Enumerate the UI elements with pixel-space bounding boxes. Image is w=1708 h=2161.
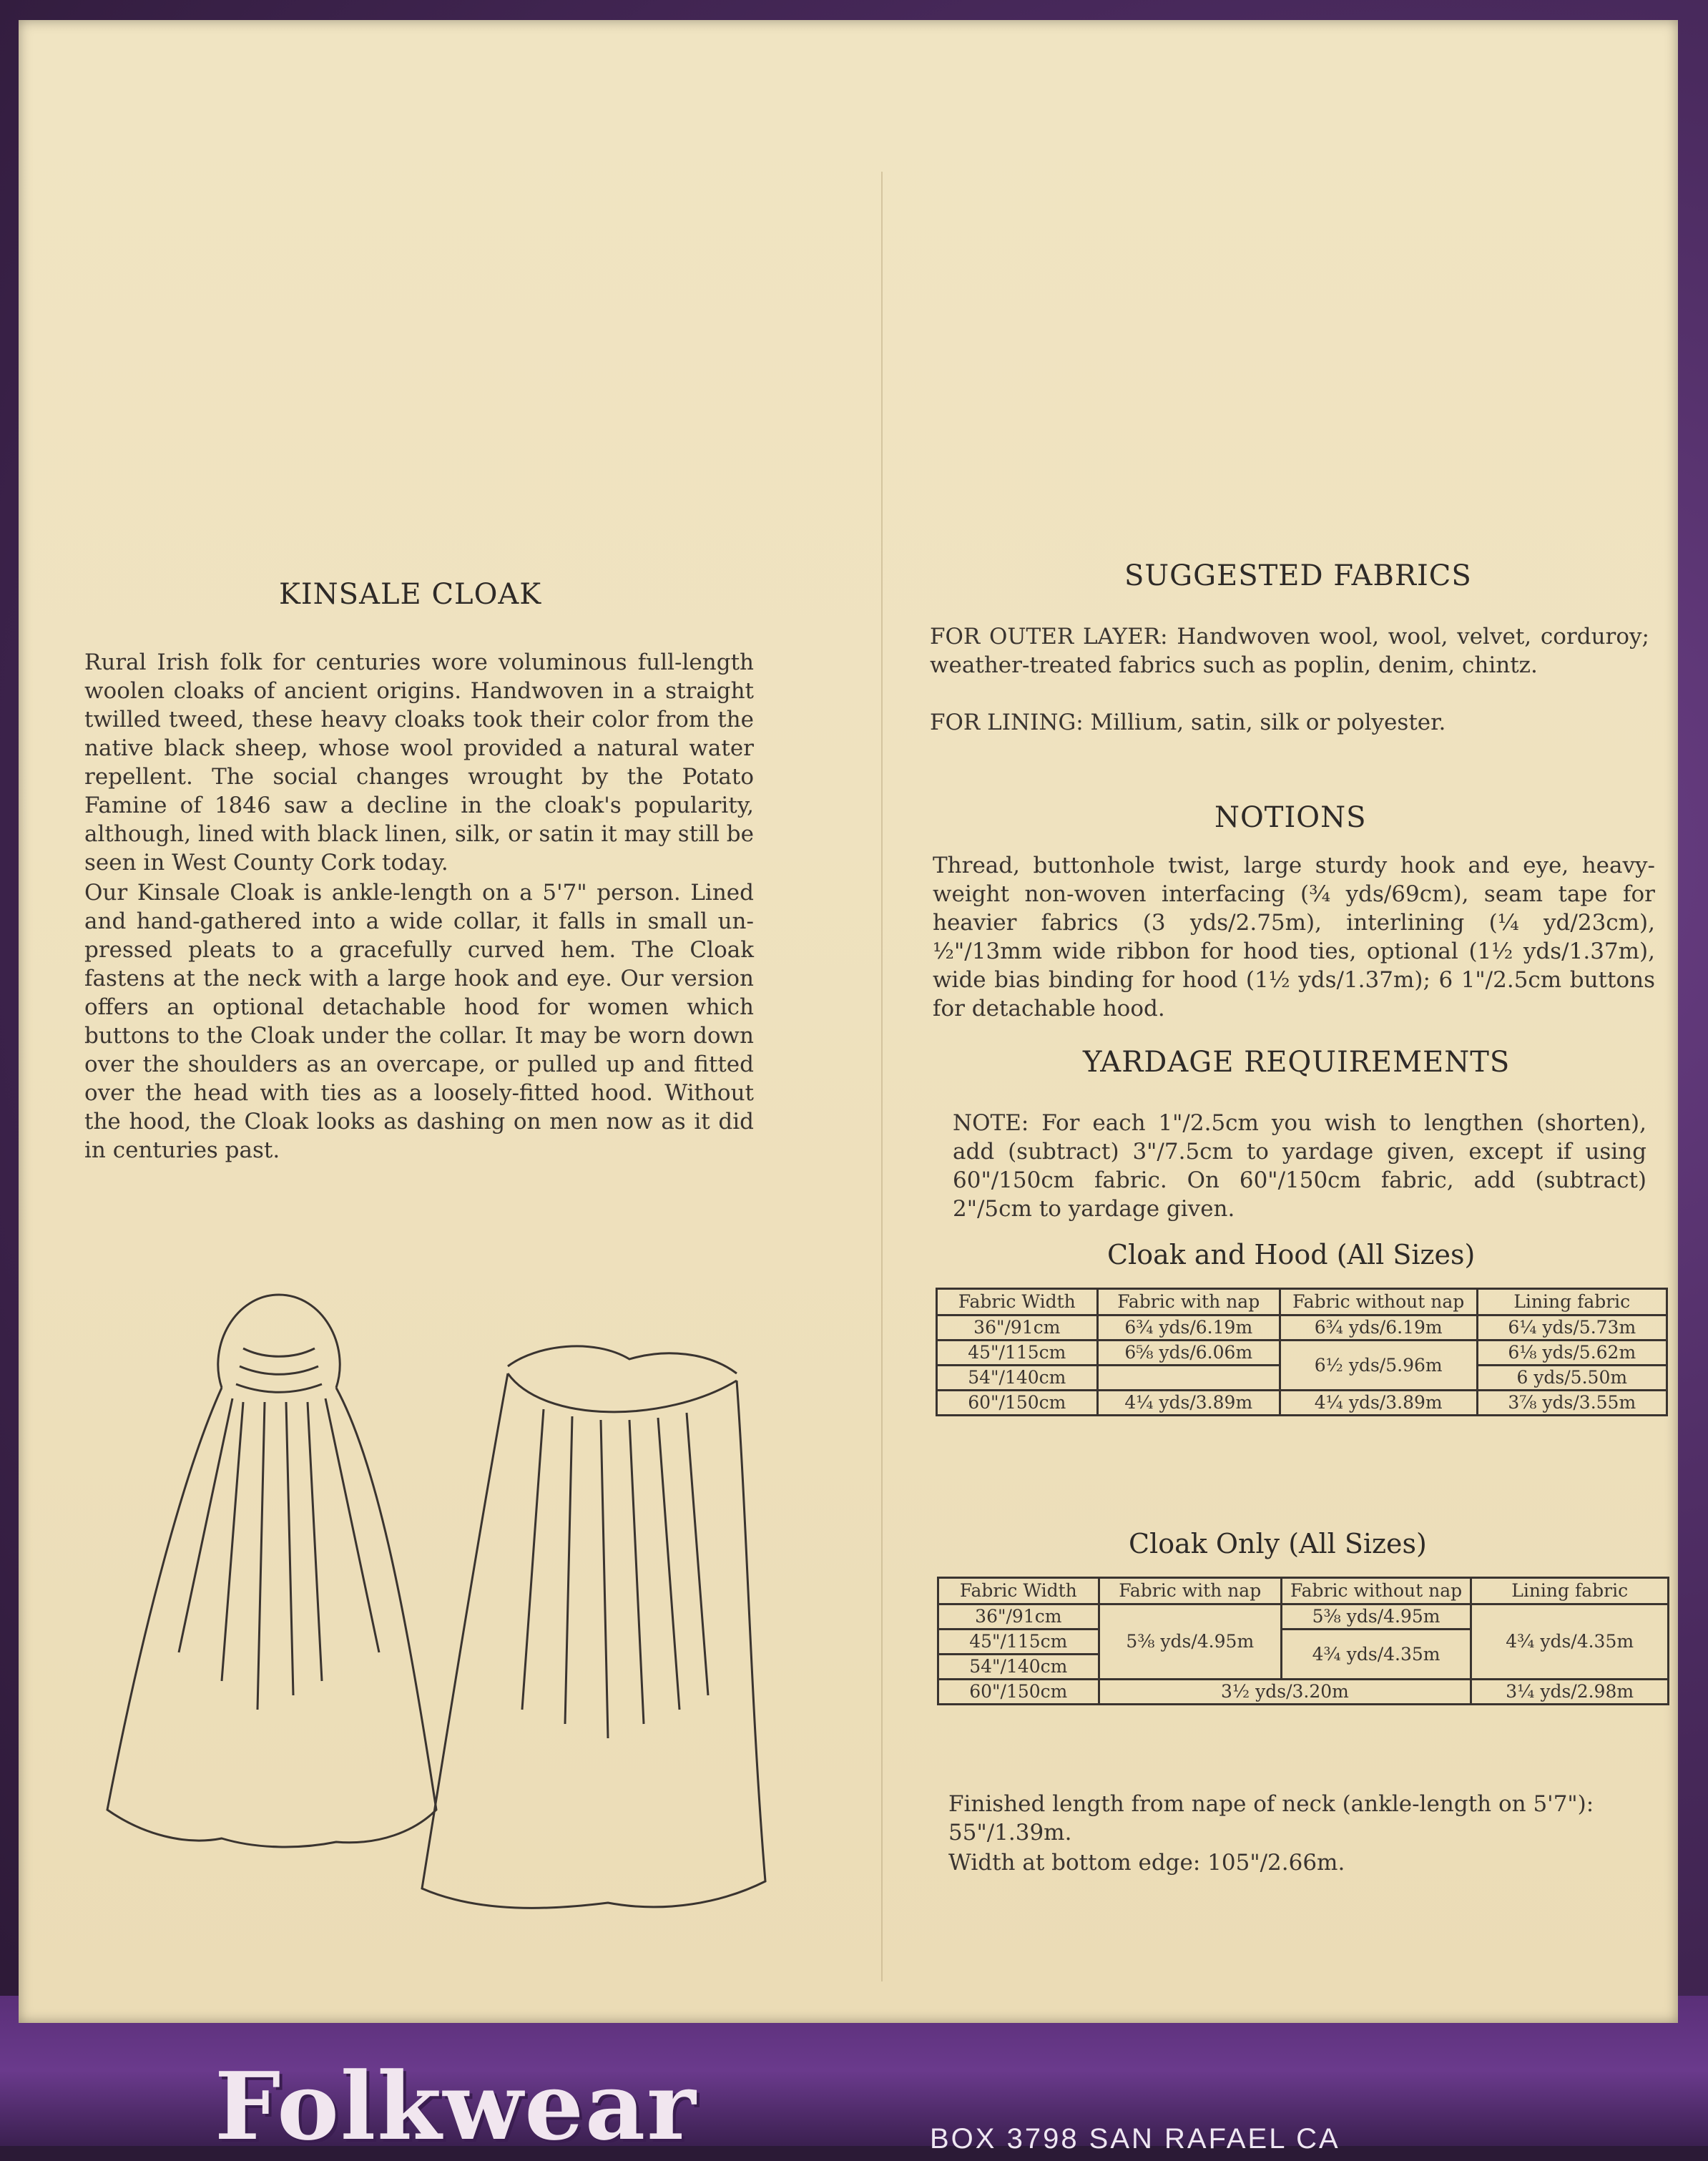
header-without-nap: Fabric without nap <box>1281 1578 1471 1604</box>
finished-length: Finished length from nape of neck (ankle-length on 5'7"): 55"/1.39m. <box>948 1791 1594 1846</box>
without-nap-cell: 4¼ yds/3.89m <box>1280 1391 1477 1416</box>
cloak-hood-table <box>936 1288 1668 1416</box>
cloak-only-table-title: Cloak Only (All Sizes) <box>1129 1528 1427 1559</box>
lining-text: FOR LINING: Millium, satin, silk or polyester. <box>930 710 1446 735</box>
lining-cell: 6 yds/5.50m <box>1477 1366 1667 1391</box>
width-cell: 54"/140cm <box>937 1366 1098 1391</box>
cloak-only-table <box>937 1577 1669 1705</box>
table-row <box>937 1315 1667 1341</box>
notions-text: Thread, buttonhole twist, large sturdy hook and eye, heavy-weight non-woven interfacing (¾ yds/69cm), seam tape for heavier fabrics (3 yds/2.75m), interlining (¼ yd/23cm), ½"/13mm wide ribbon for hood ties, optional (1½ yds/1.37m), wide bias binding for hood (1½ yds/1.37m); 6 1"/2.5cm buttons for detachable hood. <box>933 853 1655 1021</box>
header-without-nap: Fabric without nap <box>1280 1289 1477 1315</box>
lining-cell: 3⅞ yds/3.55m <box>1477 1391 1667 1416</box>
width-cell: 54"/140cm <box>938 1655 1099 1680</box>
outer-layer-text: FOR OUTER LAYER: Handwoven wool, wool, velvet, corduroy; weather-treated fabrics such as poplin, denim, chintz. <box>930 624 1649 678</box>
width-cell: 60"/150cm <box>938 1680 1099 1705</box>
description-paragraph: Our Kinsale Cloak is ankle-length on a 5'7" person. Lined and hand-gathered into a wide collar, it falls in small un-pressed pleats to a gracefully curved hem. The Cloak fastens at the neck with a large hook and eye. Our version offers an optional detachable hood for women which buttons to the Cloak under the collar. It may be worn down over the shoulders as an overcape, or pulled up and fitted over the head with ties as a loosely-fitted hood. Without the hood, the Cloak looks as dashing on men now as it did in centuries past. <box>84 880 754 1163</box>
footer-address: BOX 3798 SAN RAFAEL CA <box>930 2123 1340 2155</box>
suggested-fabrics-title: SUGGESTED FABRICS <box>1124 559 1472 592</box>
notions-title: NOTIONS <box>1214 801 1367 834</box>
table-row <box>937 1391 1667 1416</box>
without-nap-cell: 4¾ yds/4.35m <box>1281 1630 1471 1680</box>
table-header-row <box>937 1289 1667 1315</box>
merged-cell: 3½ yds/3.20m <box>1099 1680 1471 1705</box>
without-nap-cell: 5⅜ yds/4.95m <box>1281 1604 1471 1630</box>
without-nap-cell: 6¾ yds/6.19m <box>1280 1315 1477 1341</box>
empty-cell <box>1097 1366 1280 1391</box>
header-width: Fabric Width <box>938 1578 1099 1604</box>
with-nap-cell: 6¾ yds/6.19m <box>1097 1315 1280 1341</box>
hooded-cloak-drawing <box>107 1295 436 1847</box>
header-with-nap: Fabric with nap <box>1097 1289 1280 1315</box>
table-row <box>937 1341 1667 1366</box>
plain-cloak-drawing <box>422 1346 765 1908</box>
width-cell: 60"/150cm <box>937 1391 1098 1416</box>
table-row <box>938 1604 1669 1630</box>
lining-cell: 6¼ yds/5.73m <box>1477 1315 1667 1341</box>
header-lining: Lining fabric <box>1477 1289 1667 1315</box>
lining-cell: 3¼ yds/2.98m <box>1471 1680 1669 1705</box>
kinsale-title: KINSALE CLOAK <box>279 578 542 611</box>
lining-cell: 6⅛ yds/5.62m <box>1477 1341 1667 1366</box>
brand-logo: Folkwear <box>215 2052 697 2161</box>
intro-paragraph: Rural Irish folk for centuries wore voluminous full-length woolen cloaks of ancient origins. Handwoven in a straight twilled tweed, these heavy cloaks took their color from the native black sheep, whose wool provided a natural water repellent. The social changes wrought by the Potato Famine of 1846 saw a decline in the cloak's popularity, although, lined with black linen, silk, or satin it may still be seen in West County Cork today. <box>84 650 754 876</box>
bottom-width: Width at bottom edge: 105"/2.66m. <box>948 1850 1345 1876</box>
table-header-row <box>938 1578 1669 1604</box>
lining-cell: 4¾ yds/4.35m <box>1471 1604 1669 1680</box>
with-nap-cell: 5⅜ yds/4.95m <box>1099 1604 1281 1680</box>
yardage-title: YARDAGE REQUIREMENTS <box>1083 1046 1511 1079</box>
cloak-illustrations <box>79 1280 780 1910</box>
table-row <box>938 1680 1669 1705</box>
fold-line <box>881 172 883 1981</box>
header-lining: Lining fabric <box>1471 1578 1669 1604</box>
with-nap-cell: 6⅝ yds/6.06m <box>1097 1341 1280 1366</box>
width-cell: 45"/115cm <box>938 1630 1099 1655</box>
yardage-note: NOTE: For each 1"/2.5cm you wish to lengthen (shorten), add (subtract) 3"/7.5cm to yardage given, except if using 60"/150cm fabric. On 60"/150cm fabric, add (subtract) 2"/5cm to yardage given. <box>953 1110 1646 1222</box>
with-nap-cell: 4¼ yds/3.89m <box>1097 1391 1280 1416</box>
header-with-nap: Fabric with nap <box>1099 1578 1281 1604</box>
width-cell: 45"/115cm <box>937 1341 1098 1366</box>
cloak-hood-table-title: Cloak and Hood (All Sizes) <box>1107 1239 1476 1270</box>
width-cell: 36"/91cm <box>937 1315 1098 1341</box>
without-nap-cell: 6½ yds/5.96m <box>1280 1341 1477 1391</box>
width-cell: 36"/91cm <box>938 1604 1099 1630</box>
header-width: Fabric Width <box>937 1289 1098 1315</box>
